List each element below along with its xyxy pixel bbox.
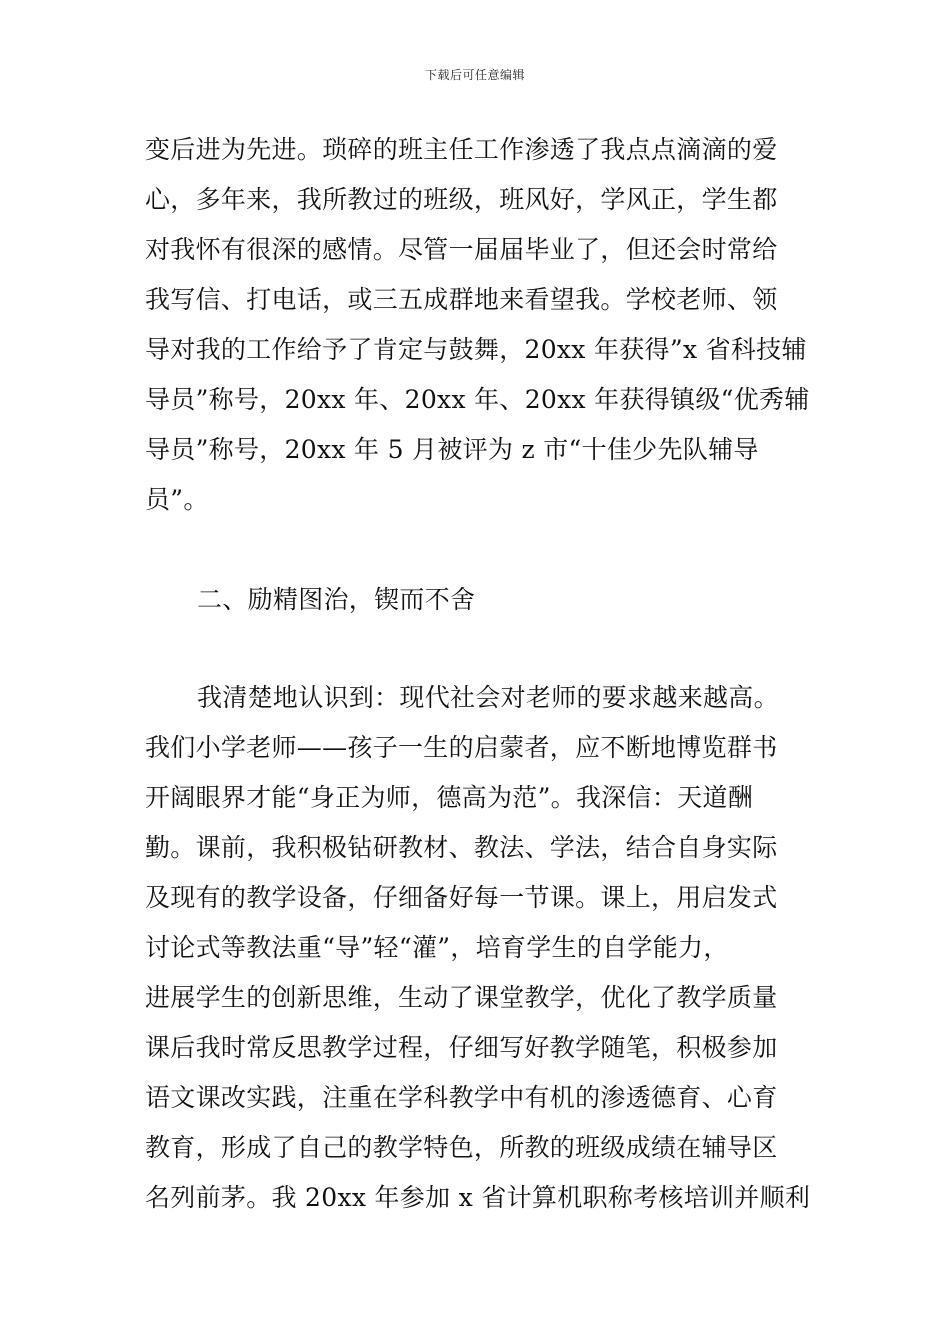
paragraph-line: 课后我时常反思教学过程，仔细写好教学随笔，积极参加 [145,1033,778,1062]
paragraph-line: 进展学生的创新思维，生动了课堂教学，优化了教学质量 [145,983,778,1012]
paragraph-line: 名列前茅。我 20xx 年参加 x 省计算机职称考核培训并顺利 [145,1183,811,1212]
paragraph-line: 开阔眼界才能“身正为师，德高为范”。我深信：天道酬 [145,783,754,812]
paragraph-line: 语文课改实践，注重在学科教学中有机的渗透德育、心育 [145,1083,778,1112]
paragraph-line: 变后进为先进。琐碎的班主任工作渗透了我点点滴滴的爱 [145,135,778,164]
paragraph-line: 教育，形成了自己的教学特色，所教的班级成绩在辅导区 [145,1133,778,1162]
section-heading: 二、励精图治，锲而不舍 [197,585,476,614]
paragraph-line: 导员”称号，20xx 年 5 月被评为 z 市“十佳少先队辅导 [145,435,759,464]
paragraph-line: 对我怀有很深的感情。尽管一届届毕业了，但还会时常给 [145,235,778,264]
paragraph-line: 我们小学老师——孩子一生的启蒙者，应不断地博览群书 [145,733,778,762]
paragraph-line: 勤。课前，我积极钻研教材、教法、学法，结合自身实际 [145,833,778,862]
paragraph-line: 及现有的教学设备，仔细备好每一节课。课上，用启发式 [145,883,778,912]
page-header: 下载后可任意编辑 [424,68,525,82]
paragraph-line: 我清楚地认识到：现代社会对老师的要求越来越高。 [197,683,779,712]
paragraph-line: 讨论式等教法重“导”轻“灌”，培育学生的自学能力， [145,933,729,962]
paragraph-line: 我写信、打电话，或三五成群地来看望我。学校老师、领 [145,285,778,314]
paragraph-line: 导员”称号，20xx 年、20xx 年、20xx 年获得镇级“优秀辅 [145,385,810,414]
paragraph-line: 导对我的工作给予了肯定与鼓舞，20xx 年获得”x 省科技辅 [145,335,807,364]
paragraph-line: 心，多年来，我所教过的班级，班风好，学风正，学生都 [145,185,778,214]
paragraph-line: 员”。 [145,485,209,514]
